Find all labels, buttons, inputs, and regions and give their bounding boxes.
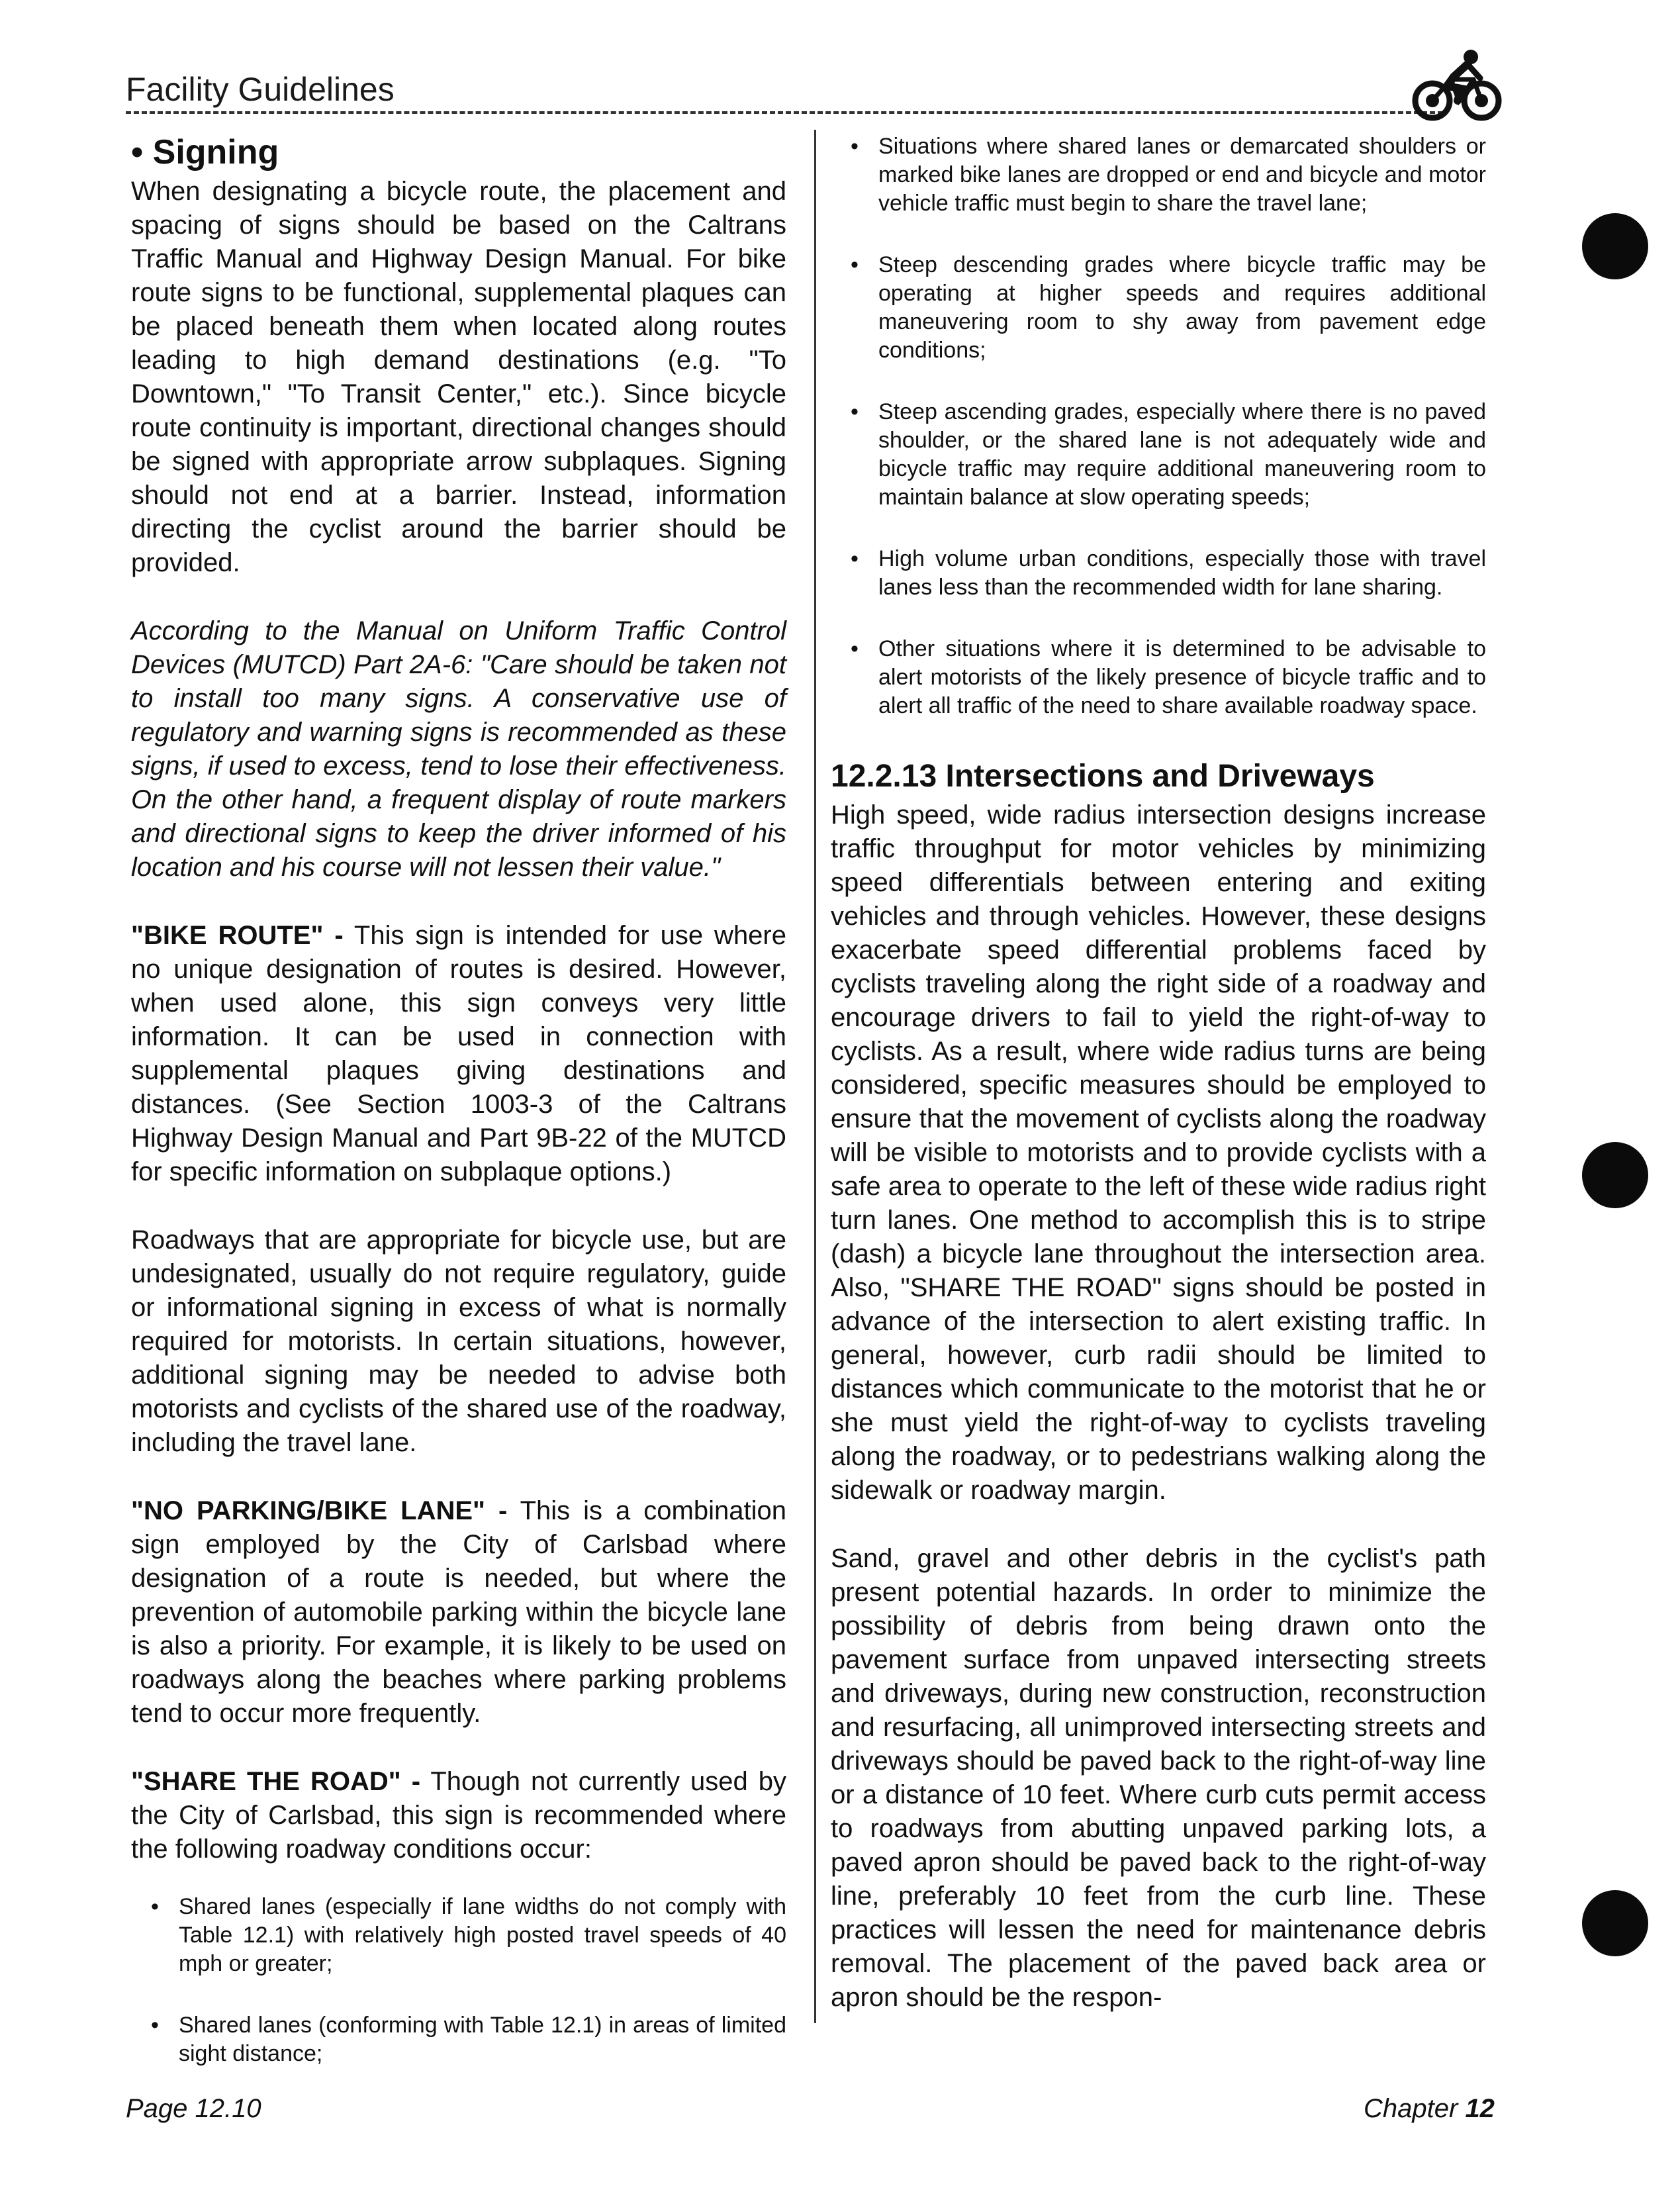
roadways-paragraph: Roadways that are appropriate for bicycle use, but are undesignated, usually do not require regulatory, guide or informational signing in excess of what is normally required for motorists. In certain situations, however, additional signing may be needed to advise both motorists and cyclists of the shared use of the roadway, including the travel lane.: [131, 1225, 786, 1457]
list-item-text: Other situations where it is determined to be advisable to alert motorists of the likely presence of bicycle traffic and to alert all traffic of the need to share available roadway space.: [878, 636, 1486, 718]
share-road-conditions-list: [131, 1893, 786, 2068]
left-column: [131, 132, 786, 2103]
list-item-text: Shared lanes (especially if lane widths do not comply with Table 12.1) with relatively high posted travel speeds of 40 mph or greater;: [179, 1894, 786, 1976]
bullet-icon: •: [851, 636, 859, 661]
bullet-icon: •: [851, 546, 859, 571]
share-road-conditions-list-continued: [831, 132, 1486, 720]
list-item: [146, 2011, 786, 2068]
bullet-icon: •: [851, 134, 859, 159]
list-item-text: Situations where shared lanes or demarcated shoulders or marked bike lanes are dropped or end and bicycle and motor vehicle traffic must begin to share the travel lane;: [878, 134, 1486, 216]
list-item: [146, 1893, 786, 1978]
bullet-icon: •: [151, 2013, 159, 2038]
list-item: [845, 635, 1486, 720]
punch-hole-icon: [1582, 1142, 1648, 1208]
list-item-text: Steep ascending grades, especially where there is no paved shoulder, or the shared lane is not adequately wide and bicycle traffic may require additional maneuvering room to maintain balance at slow operating speeds;: [878, 399, 1486, 510]
bullet-icon: •: [851, 399, 859, 424]
chapter-label: [1364, 2092, 1495, 2125]
chapter-number: 12: [1465, 2094, 1495, 2123]
cyclist-icon: [1407, 48, 1507, 122]
share-road-paragraph: [131, 1765, 786, 1866]
intersections-heading: 12.2.13 Intersections and Driveways: [831, 759, 1375, 794]
list-item: [845, 545, 1486, 602]
bike-route-text: This sign is intended for use where no unique designation of routes is desired. However, when used alone, this sign conveys very little information. It can be used in connection with supplemental plaques giving destinations and distances. (See Section 1003-3 of the Caltrans Highway Design Manual and Part 9B-22 of the MUTCD for specific information on subplaque options.): [131, 921, 786, 1186]
bullet-icon: •: [851, 252, 859, 277]
list-item: [845, 251, 1486, 365]
no-parking-lead: "NO PARKING/BIKE LANE" -: [131, 1496, 508, 1525]
bullet-icon: •: [151, 1894, 159, 1919]
punch-hole-icon: [1582, 213, 1648, 279]
running-header-title: Facility Guidelines: [126, 71, 395, 108]
chapter-word: Chapter: [1364, 2094, 1458, 2123]
signing-heading: • Signing: [131, 133, 279, 171]
header-dashed-rule: [126, 111, 1443, 114]
right-column: [831, 132, 1486, 2049]
intersections-paragraph: High speed, wide radius intersection designs increase traffic throughput for motor vehicles by minimizing speed differentials between entering and exiting vehicles and through vehicles. However, these designs exacerbate speed differential problems faced by cyclists traveling along the right side of a roadway and encourage drivers to fail to yield the right-of-way to cyclists. As a result, where wide radius turns are being considered, specific measures should be employed to ensure that the movement of cyclists along the roadway will be visible to motorists and to provide cyclists with a safe area to operate to the left of these wide radius right turn lanes. One method to accomplish this is to stripe (dash) a bicycle lane throughout the intersection area. Also, "SHARE THE ROAD" signs should be posted in advance of the intersection to alert existing traffic. In general, however, curb radii should be limited to distances which communicate to the motorist that he or she must yield the right-of-way to cyclists traveling along the roadway, or to pedestrians walking along the sidewalk or roadway margin.: [831, 800, 1486, 1505]
column-divider: [814, 130, 816, 2023]
list-item-text: High volume urban conditions, especially those with travel lanes less than the recommended width for lane sharing.: [878, 546, 1486, 600]
list-item-text: Steep descending grades where bicycle traffic may be operating at higher speeds and requires additional maneuvering room to shy away from pavement edge conditions;: [878, 252, 1486, 363]
debris-paragraph: Sand, gravel and other debris in the cyclist's path present potential hazards. In order to minimize the possibility of debris from being drawn onto the pavement surface from unpaved intersecting streets and driveways, during new construction, reconstruction and resurfacing, all unimproved intersecting streets and driveways should be paved back to the right-of-way line or a distance of 10 feet. Where curb cuts permit access to roadways from abutting unpaved parking lots, a paved apron should be paved back to the right-of-way line, preferably 10 feet from the curb line. These practices will lessen the need for maintenance debris removal. The placement of the paved back area or apron should be the respon-: [831, 1544, 1486, 2012]
punch-hole-icon: [1582, 1890, 1648, 1956]
bike-route-paragraph: [131, 919, 786, 1189]
share-road-lead: "SHARE THE ROAD" -: [131, 1767, 421, 1796]
list-item: [845, 132, 1486, 218]
share-road-text: Though not currently used by the City of Carlsbad, this sign is recommended where the following roadway conditions occur:: [131, 1767, 786, 1864]
signing-paragraph-2: According to the Manual on Uniform Traffic Control Devices (MUTCD) Part 2A-6: "Care should be taken not to install too many signs. A conservative use of regulatory and warning signs is recommended as these signs, if used to excess, tend to lose their effectiveness. On the other hand, a frequent display of route markers and directional signs to keep the driver informed of his location and his course will not lessen their value.": [131, 616, 786, 882]
page-number: Page 12.10: [126, 2094, 261, 2123]
list-item: [845, 398, 1486, 512]
bike-route-lead: "BIKE ROUTE" -: [131, 921, 344, 950]
no-parking-text: This is a combination sign employed by the City of Carlsbad where designation of a route is needed, but where the prevention of automobile parking within the bicycle lane is also a priority. For example, it is likely to be used on roadways along the beaches where parking problems tend to occur more frequently.: [131, 1496, 786, 1728]
list-item-text: Shared lanes (conforming with Table 12.1) in areas of limited sight distance;: [179, 2013, 786, 2066]
signing-paragraph-1: When designating a bicycle route, the placement and spacing of signs should be based on the Caltrans Traffic Manual and Highway Design Manual. For bike route signs to be functional, supplemental plaques can be placed beneath them when located along routes leading to high demand destinations (e.g. "To Downtown," "To Transit Center," etc.). Since bicycle route continuity is important, directional changes should be signed with appropriate arrow subplaques. Signing should not end at a barrier. Instead, information directing the cyclist around the barrier should be provided.: [131, 177, 786, 577]
no-parking-paragraph: [131, 1494, 786, 1731]
